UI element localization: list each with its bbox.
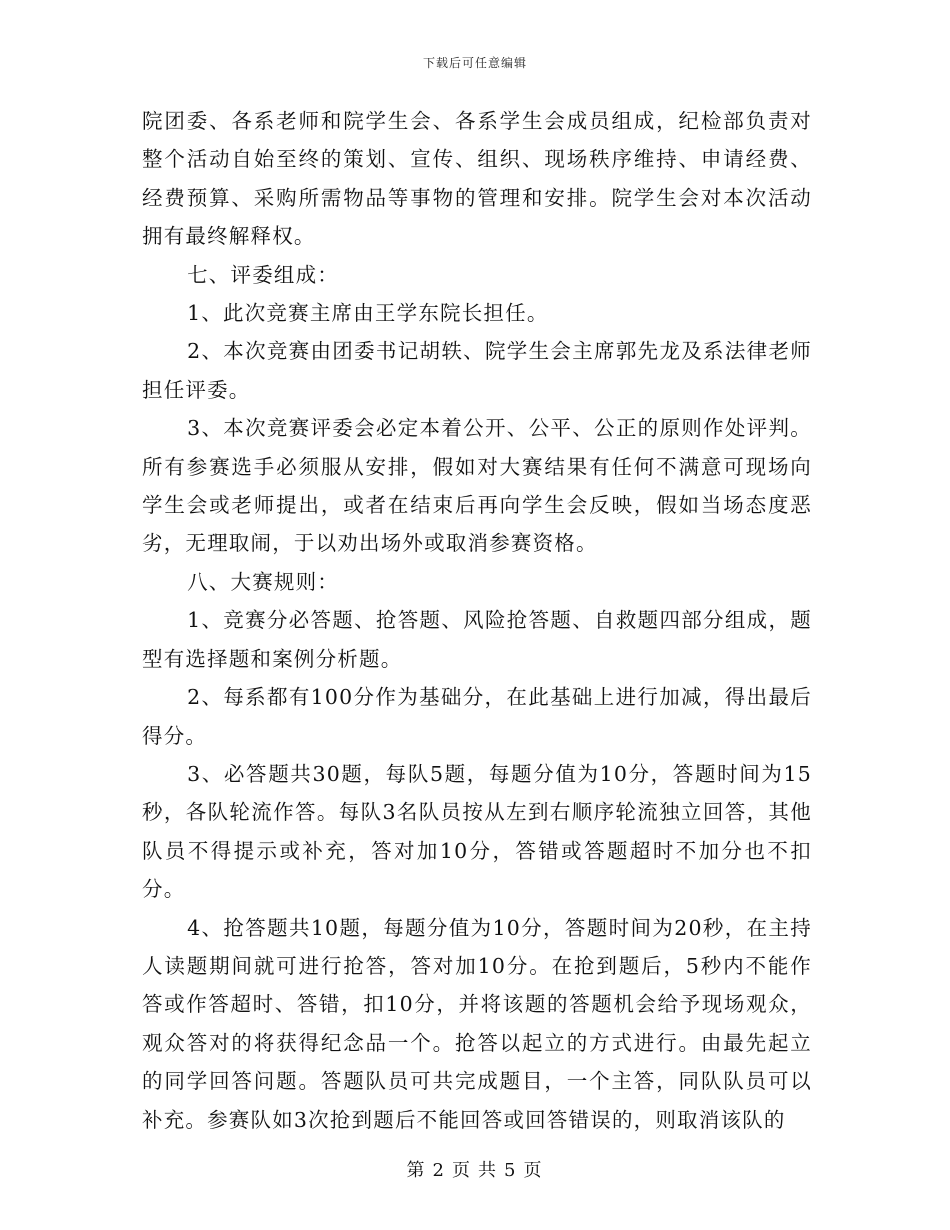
page-label-mid: 页: [452, 1160, 472, 1181]
body-paragraph: 八、大赛规则：: [187, 569, 339, 594]
body-paragraph: 七、评委组成：: [187, 262, 339, 287]
body-paragraph: 院团委、各系老师和院学生会、各系学生会成员组成，纪检部负责对整个活动自始至终的策划、宣传、组织、现场秩序维持、申请经费、经费预算、采购所需物品等事物的管理和安排。院学生会对本次活动拥有最终解释权。: [142, 109, 812, 249]
body-paragraph: 4、抢答题共10题，每题分值为10分，答题时间为20秒，在主持人读题期间就可进行抢答，答对加10分。在抢到题后，5秒内不能作答或作答超时、答错，扣10分，并将该题的答题机会给予现场观众，观众答对的将获得纪念品一个。抢答以起立的方式进行。由最先起立的同学回答问题。答题队员可共完成题目，一个主答，同队队员可以补充。参赛队如3次抢到题后不能回答或回答错误的，则取消该队的: [142, 915, 812, 1132]
page-label-suffix: 页: [523, 1160, 544, 1181]
current-page-number: 2: [432, 1160, 446, 1181]
document-body: [142, 102, 812, 1139]
body-paragraph: 2、每系都有100分作为基础分，在此基础上进行加减，得出最后得分。: [142, 685, 812, 748]
page-header-note: 下载后可任意编辑: [422, 56, 527, 70]
body-paragraph: 3、本次竞赛评委会必定本着公开、公平、公正的原则作处评判。所有参赛选手必须服从安排，假如对大赛结果有任何不满意可现场向学生会或老师提出，或者在结束后再向学生会反映，假如当场态度恶劣，无理取闹，于以劝出场外或取消参赛资格。: [142, 416, 812, 556]
page-label-prefix: 第: [406, 1160, 427, 1181]
body-paragraph: 3、必答题共30题，每队5题，每题分值为10分，答题时间为15秒，各队轮流作答。每队3名队员按从左到右顺序轮流独立回答，其他队员不得提示或补充，答对加10分，答错或答题超时不加分也不扣分。: [142, 761, 812, 902]
total-page-number: 5: [504, 1160, 518, 1181]
page-footer: [0, 1156, 950, 1182]
body-paragraph: 1、此次竞赛主席由王学东院长担任。: [187, 301, 549, 326]
body-paragraph: 2、本次竞赛由团委书记胡轶、院学生会主席郭先龙及系法律老师担任评委。: [142, 339, 812, 402]
body-paragraph: 1、竞赛分必答题、抢答题、风险抢答题、自救题四部分组成，题型有选择题和案例分析题。: [142, 608, 812, 671]
total-label-prefix: 共: [478, 1160, 498, 1181]
